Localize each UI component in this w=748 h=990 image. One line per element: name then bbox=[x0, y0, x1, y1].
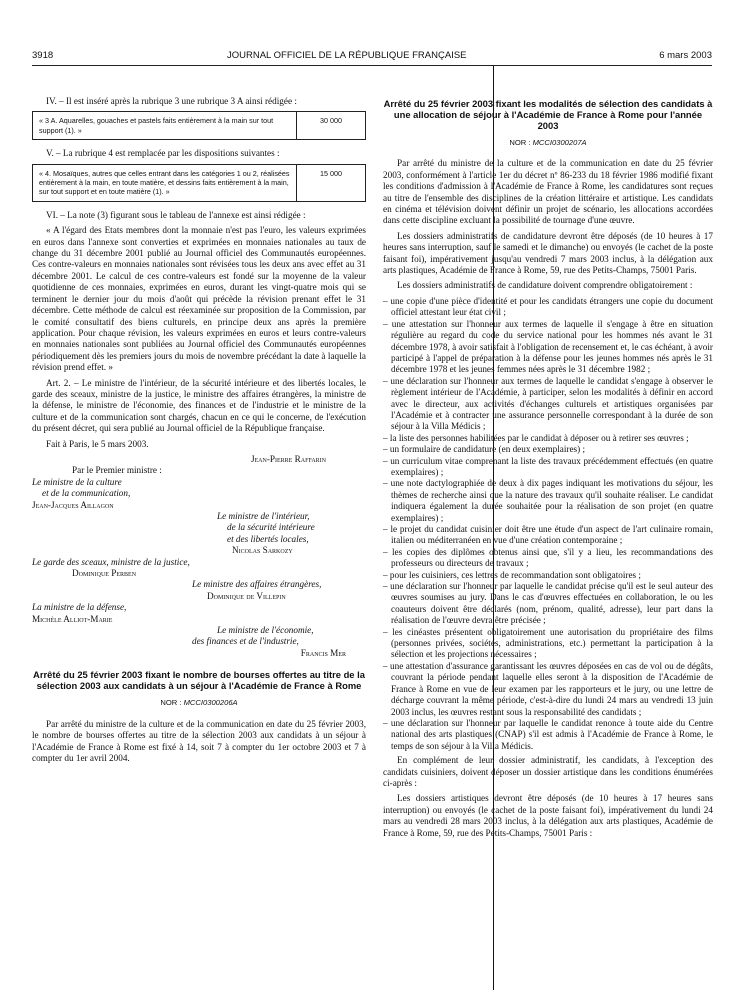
left-column bbox=[32, 96, 366, 768]
paragraph-1: Par arrêté du ministre de la culture et de la communication en date du 25 février 2003, conformément à l'article 1er du décret nº 86-233 du 18 février 1986 modifié fixant les conditions d'admission à l'Académie de France à Rome, les candidatures sont reçues au titre de l'ensemble des disciplines de la création littéraire et artistique. Les candidats en cinéma et télévision doivent définir un projet de scénario, les allocations accordées dans cette discipline excluant la possibilité de tournage d'une œuvre. bbox=[383, 158, 713, 226]
table-cell-value: 15 000 bbox=[320, 168, 342, 178]
signature-pm: Jean-Pierre Raffarin bbox=[250, 453, 326, 464]
paragraph-vi: VI. – La note (3) figurant sous le tableau de l'annexe est ainsi rédigée : bbox=[46, 209, 306, 220]
signature-foreign: Dominique de Villepin bbox=[207, 590, 286, 601]
issue-date: 6 mars 2003 bbox=[659, 50, 712, 61]
list-item: – une déclaration sur l'honneur par laquelle le candidat précise qu'il est le seul auteur des œuvres soumises au jury. Dans le cas d'œuvres effectuées en collaboration, le ou les coauteurs doivent être déclarés (nom, prénom, qualité, adresse), leur part dans la réalisation de l'œuvre devra être précisée ; bbox=[383, 581, 713, 626]
nor-code: MCCI0300207A bbox=[532, 138, 587, 147]
list-item: – une attestation sur l'honneur aux termes de laquelle il s'engage à être en situation régulière au regard du code du service national pour les hommes nés avant le 31 décembre 1978, à avoir satisfait à l'obligation de recensement et, le cas échéant, à avoir participé à l'appel de préparation à la défense pour les jeunes hommes nés après le 31 décembre 1978 et les jeunes femmes nées après le 31 décembre 1982 ; bbox=[383, 318, 713, 375]
arrete-bourses-title: Arrêté du 25 février 2003 fixant le nombre de bourses offertes au titre de la sélection 2003 aux candidats à un séjour à l'Académie de France à Rome bbox=[33, 669, 365, 692]
table-rubrique-3a bbox=[32, 111, 366, 140]
list-item: – les cinéastes présentent obligatoirement une autorisation du propriétaire des films (personnes privées, sociétés, administrations, etc.) permettant la participation à la sélection et les projections nécessaires ; bbox=[383, 626, 713, 660]
minister-economy-title: Le ministre de l'économie, bbox=[217, 625, 314, 636]
page-number: 3918 bbox=[32, 50, 54, 61]
minister-interior-title-2: de la sécurité intérieure bbox=[227, 522, 315, 533]
paragraph-quote: « A l'égard des Etats membres dont la monnaie n'est pas l'euro, les valeurs exprimées en euros dans l'annexe sont converties et exprimées en monnaies nationales au taux de change du 31 décembre 2001 publié au Journal officiel des Communautés européennes. Ces contre-valeurs en monnaies nationales sont révisées tous les deux ans avec effet au 31 décembre 2001. Le calcul de ces contre-valeurs est fondé sur la moyenne de la valeur quotidienne de ces monnaies, exprimées en euros, durant les vingt-quatre mois qui se terminent le dernier jour du mois d'août qui précède la révision prenant effet le 31 décembre. Cette méthode de calcul est réexaminée sur proposition de la Commission, par le comité consultatif des biens culturels, en principe deux ans après la première application. Pour chaque révision, les valeurs exprimées en euros et leurs contre-valeurs en monnaies nationales sont publiées au Journal officiel des Communautés européennes périodiquement dès les premiers jours du mois de novembre précédant la date à laquelle la révision prend effet. » bbox=[32, 225, 366, 373]
table-cell-value: 30 000 bbox=[320, 116, 342, 126]
paragraph-2: Les dossiers administratifs de candidature devront être déposés (de 10 heures à 17 heures sans interruption, sauf le samedi et le dimanche) ou envoyés (le cachet de la poste faisant foi), impérativement jusqu'au vendredi 7 mars 2003 inclus, à la délégation aux arts plastiques, Académie de France à Rome, 59, rue des Petits-Champs, 75001 Paris. bbox=[383, 230, 713, 276]
list-item: – la liste des personnes habilitées par le candidat à déposer ou à retirer ses œuvres ; bbox=[383, 432, 689, 443]
paragraph-iv: IV. – Il est inséré après la rubrique 3 une rubrique 3 A ainsi rédigée : bbox=[46, 96, 297, 106]
list-item: – un formulaire de candidature (en deux exemplaires) ; bbox=[383, 444, 586, 455]
nor-label: NOR : bbox=[160, 698, 182, 708]
list-item: – une copie d'une pièce d'identité et pour les candidats étrangers une copie du document officiel attestant leur état civil ; bbox=[383, 295, 713, 318]
list-item: – pour les cuisiniers, ces lettres de recommandation sont obligatoires ; bbox=[383, 569, 641, 580]
list-item: – une attestation d'assurance garantissant les œuvres déposées en cas de vol ou de dégâts, couvrant la période pendant laquelle elles seront à la disposition de l'Académie de France à Rome en vue de leur examen par les rapporteurs et le jury, ou une lettre de décharge couvrant la même période, c'est-à-dire du lundi 24 mars au vendredi 13 juin 2003 inclus, les œuvres restant sous la responsabilité des candidats ; bbox=[383, 660, 713, 717]
signature-economy: Francis Mer bbox=[300, 647, 346, 658]
minister-culture-title: Le ministre de la culture bbox=[32, 476, 122, 487]
list-item: – les copies des diplômes obtenus ainsi que, s'il y a lieu, les recommandations des professeurs ou directeurs de travaux ; bbox=[383, 546, 713, 569]
list-item: – un curriculum vitae comprenant la liste des travaux précédemment effectués (en quatre exemplaires) ; bbox=[383, 455, 713, 477]
journal-title: JOURNAL OFFICIEL DE LA RÉPUBLIQUE FRANÇAISE bbox=[227, 50, 467, 61]
minister-interior-title: Le ministre de l'intérieur, bbox=[217, 511, 310, 521]
table-rubrique-4 bbox=[32, 164, 366, 202]
paragraph-v: V. – La rubrique 4 est remplacée par les dispositions suivantes : bbox=[46, 148, 280, 159]
signature-defense: Michèle Alliot-Marie bbox=[32, 613, 113, 624]
arrete-modalites-title: Arrêté du 25 février 2003 fixant les modalités de sélection des candidats à une allocation de séjour à l'Académie de France à Rome pour l'année 2003 bbox=[383, 98, 713, 131]
arrete-bourses-body: Par arrêté du ministre de la culture et de la communication en date du 25 février 2003, le nombre de bourses offertes au titre de la sélection 2003 aux candidats à un séjour à l'Académie de France à Rome est fixé à 14, soit 7 à compter du 1er octobre 2003 et 7 à compter du 1er avril 2004. bbox=[32, 718, 366, 763]
paragraph-article-2: Art. 2. – Le ministre de l'intérieur, de la sécurité intérieure et des libertés locales, le garde des sceaux, ministre de la justice, le ministre des affaires étrangères, la ministre de la défense, le ministre de l'économie, des finances et de l'industrie et le ministre de la culture et de la communication sont chargés, chacun en ce qui le concerne, de l'exécution du présent décret, qui sera publié au Journal officiel de la République française. bbox=[32, 377, 366, 434]
list-item: – une déclaration sur l'honneur aux termes de laquelle le candidat s'engage à observer le règlement intérieur de l'Académie, à participer, selon les modalités à définir en accord avec le directeur, aux activités d'échanges culturels et artistiques organisées par l'Académie et à contracter une assurance personnelle correspondant à la durée de son séjour à la Villa Médicis ; bbox=[383, 375, 713, 432]
minister-foreign-title: Le ministre des affaires étrangères, bbox=[192, 579, 322, 590]
nor-code: MCCI0300206A bbox=[183, 698, 238, 708]
signature-interior: Nicolas Sarkozy bbox=[232, 545, 293, 556]
minister-culture-title-2: et de la communication, bbox=[42, 488, 131, 499]
requirements-list bbox=[383, 296, 713, 752]
list-item: – le projet du candidat cuisinier doit être une étude d'un aspect de l'art culinaire romain, italien ou méditerranéen en vue d'une création contemporaine ; bbox=[383, 524, 713, 546]
fait-a-paris: Fait à Paris, le 5 mars 2003. bbox=[46, 438, 149, 449]
page-header bbox=[32, 50, 712, 64]
paragraph-4: En complément de leur dossier administratif, les candidats, à l'exception des candidats cuisiniers, doivent déposer un dossier artistique dans les conditions énumérées ci-après : bbox=[383, 755, 713, 788]
paragraph-3: Les dossiers administratifs de candidature doivent comprendre obligatoirement : bbox=[397, 280, 693, 291]
nor-label: NOR : bbox=[509, 138, 531, 147]
minister-interior-title-3: et des libertés locales, bbox=[227, 533, 309, 544]
right-column bbox=[383, 96, 713, 843]
arrete-bourses-nor bbox=[32, 697, 366, 708]
signature-justice: Dominique Perben bbox=[72, 568, 137, 579]
table-cell-text: « 3 A. Aquarelles, gouaches et pastels faits entièrement à la main sur tout support (1). » bbox=[33, 112, 297, 139]
minister-economy-title-2: des finances et de l'industrie, bbox=[192, 636, 299, 647]
list-item: – une déclaration sur l'honneur par laquelle le candidat renonce à toute aide du Centre national des arts plastiques (CNAP) s'il est admis à l'Académie de France à Rome, le temps de son séjour à la Villa Médicis. bbox=[383, 717, 713, 751]
header-rule bbox=[32, 65, 712, 66]
minister-defense-title: La ministre de la défense, bbox=[32, 602, 127, 613]
par-premier-ministre: Par le Premier ministre : bbox=[72, 465, 162, 476]
table-cell-text: « 4. Mosaïques, autres que celles entrant dans les catégories 1 ou 2, réalisées entièrement à la main, en toute matière, et dessins faits entièrement à la main, sur tout support et en toute matière (1). » bbox=[33, 165, 297, 201]
arrete-modalites-nor bbox=[383, 137, 713, 148]
paragraph-5: Les dossiers artistiques devront être déposés (de 10 heures à 17 heures sans interruption) ou envoyés (le cachet de la poste faisant foi), impérativement du lundi 24 mars au vendredi 28 mars 2003 inclus, à la délégation aux arts plastiques, Académie de France à Rome, 59, rue des Petits-Champs, 75001 Paris : bbox=[383, 793, 713, 838]
list-item: – une note dactylographiée de deux à dix pages indiquant les motivations du séjour, les thèmes de recherche ainsi que la nature des travaux qu'il souhaite réaliser. Le candidat indiquera également la durée souhaitée pour la réalisation de son projet (en quatre exemplaires) ; bbox=[383, 478, 713, 523]
signature-culture: Jean-Jacques Aillagon bbox=[32, 499, 114, 510]
minister-justice-title: Le garde des sceaux, ministre de la justice, bbox=[32, 556, 190, 567]
